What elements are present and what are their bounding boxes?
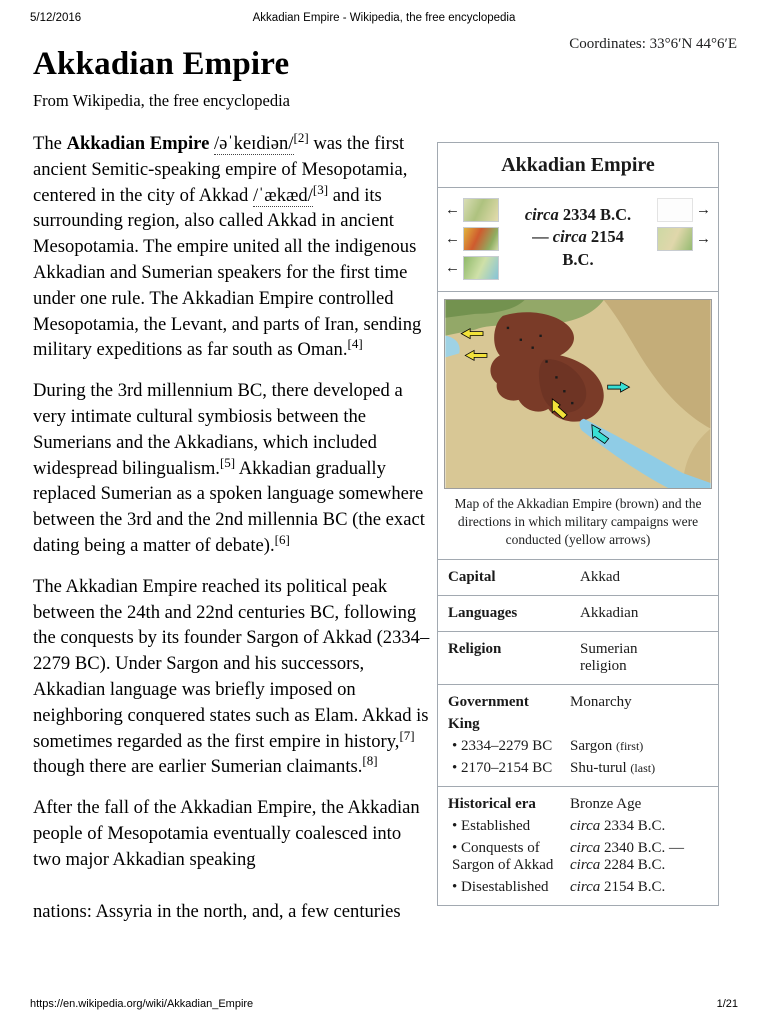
predecessor-item <box>445 198 499 222</box>
era-event-label: • Conquests of Sargon of Akkad <box>448 840 570 874</box>
era-event-item <box>448 818 708 835</box>
article-bold-title: Akkadian Empire <box>66 133 210 154</box>
infobox-era-list <box>448 818 708 896</box>
reference-link[interactable]: [3] <box>312 181 329 197</box>
article-paragraph <box>33 574 432 780</box>
source-url: https://en.wikipedia.org/wiki/Akkadian_Empire <box>30 998 254 1010</box>
king-label: King <box>448 716 480 733</box>
predecessor-map-thumbnail-2[interactable] <box>463 227 499 251</box>
article-text: was the first ancient Semitic-speaking empire of Mesopotamia, centered in the city of Akkad <box>33 133 408 206</box>
reference-link[interactable]: [2] <box>293 129 309 145</box>
religion-value: Sumerian religion <box>580 641 638 675</box>
religion-label: Religion <box>448 641 502 658</box>
ipa-pronunciation-link[interactable]: /ˈækæd/ <box>252 184 313 206</box>
capital-label: Capital <box>448 569 496 586</box>
page-indicator: 1/21 <box>716 998 738 1010</box>
print-title: Akkadian Empire - Wikipedia, the free encyclopedia <box>252 12 516 24</box>
successor-map-thumbnail-2[interactable] <box>657 227 693 251</box>
left-arrow-icon: ← <box>445 259 460 276</box>
government-value: Monarchy <box>570 694 632 711</box>
era-event-label: • Disestablished <box>448 879 570 896</box>
reference-link[interactable]: [6] <box>274 531 290 547</box>
article-text: The Akkadian Empire reached its political peak between the 24th and 22nd centuries BC, following the conquests by its founder Sargon of Akkad (2334–2279 BC). Under Sargon and his successors, Akkadian language was briefly imposed on neighboring conquered states such as Elam. Akkad is sometimes regarded as the first empire in history, <box>33 575 430 752</box>
article-text: though there are earlier Sumerian claimants. <box>33 756 363 778</box>
infobox-map-section <box>438 292 718 560</box>
era-event-label: • Established <box>448 818 570 835</box>
king-reign-period: • 2170–2154 BC <box>448 760 570 777</box>
era-event-item <box>448 879 708 896</box>
reference-link[interactable]: [5] <box>219 454 236 470</box>
print-date: 5/12/2016 <box>30 12 82 24</box>
infobox-title: Akkadian Empire <box>438 143 718 188</box>
infobox-row-capital <box>438 560 718 596</box>
king-reign-period: • 2334–2279 BC <box>448 738 570 755</box>
article-body <box>33 131 432 939</box>
infobox-row-languages <box>438 596 718 632</box>
government-label: Government <box>448 694 529 711</box>
right-arrow-icon: → <box>696 230 711 247</box>
article-text: nations: Assyria in the north, and, a few centuries <box>33 900 401 922</box>
king-note: (last) <box>630 761 656 776</box>
article-paragraph <box>33 899 432 925</box>
era-event-value: circa 2154 B.C. <box>570 879 666 896</box>
coordinates-link[interactable]: Coordinates: 33°6′N 44°6′E <box>569 36 737 52</box>
infobox-succession-nav <box>438 188 718 292</box>
predecessor-map-thumbnail-1[interactable] <box>463 198 499 222</box>
left-arrow-icon: ← <box>445 201 460 218</box>
predecessor-item <box>445 227 499 251</box>
king-name: Shu-turul (last) <box>570 760 656 777</box>
article-text: and its surrounding region, also called Akkad in ancient Mesopotamia. The empire united all the indigenous Akkadian and Sumerian speakers for the first time under one rule. The Akkadian Empire controlled Mesopotamia, the Levant, and parts of Iran, sending military expeditions as far south as Oman. <box>33 184 422 361</box>
infobox-section-government <box>438 685 718 787</box>
empire-map-image[interactable] <box>444 299 712 489</box>
right-arrow-icon: → <box>696 201 711 218</box>
languages-label: Languages <box>448 605 518 622</box>
article-text: After the fall of the Akkadian Empire, the Akkadian people of Mesopotamia eventually coalesced into two major Akkadian speaking <box>33 797 420 870</box>
article-paragraph <box>33 131 432 363</box>
article-paragraph <box>33 795 432 872</box>
capital-value: Akkad <box>580 569 620 586</box>
infobox <box>437 142 719 906</box>
print-header <box>30 12 738 28</box>
era-label: Historical era <box>448 796 536 813</box>
predecessors-column <box>445 198 499 285</box>
era-event-value: circa 2334 B.C. <box>570 818 666 835</box>
king-list-item <box>448 760 708 777</box>
predecessor-map-thumbnail-3[interactable] <box>463 256 499 280</box>
reference-link[interactable]: [4] <box>347 336 363 352</box>
predecessor-item <box>445 256 499 280</box>
successor-item <box>657 227 711 251</box>
article-text: The <box>33 133 67 154</box>
successor-map-thumbnail-1[interactable] <box>657 198 693 222</box>
successors-column <box>657 198 711 256</box>
reference-link[interactable]: [8] <box>362 753 378 769</box>
map-caption: Map of the Akkadian Empire (brown) and the directions in which military campaigns were conducted (yellow arrows) <box>454 496 702 547</box>
wikipedia-tagline: From Wikipedia, the free encyclopedia <box>33 91 290 110</box>
languages-value: Akkadian <box>580 605 639 622</box>
successor-item <box>657 198 711 222</box>
era-event-value: circa 2340 B.C. — circa 2284 B.C. <box>570 840 685 874</box>
article-text: Akkadian gradually replaced Sumerian as a spoken language somewhere between the 3rd and the 2nd millennia BC (the exact dating being a matter of debate). <box>33 457 425 556</box>
ipa-pronunciation-link[interactable]: /əˈkeɪdiən/ <box>214 133 294 154</box>
left-arrow-icon: ← <box>445 230 460 247</box>
page-title: Akkadian Empire <box>33 46 290 82</box>
infobox-date-range: circa 2334 B.C. — circa 2154 B.C. <box>524 205 632 269</box>
reference-link[interactable]: [7] <box>399 727 415 743</box>
king-name: Sargon (first) <box>570 738 644 755</box>
article-text: During the 3rd millennium BC, there developed a very intimate cultural symbiosis between the Sumerians and the Akkadians, which included widespread bilingualism. <box>33 380 403 479</box>
article-paragraph <box>33 378 432 559</box>
infobox-section-era <box>438 787 718 905</box>
infobox-row-religion <box>438 632 718 685</box>
infobox-king-list <box>448 738 708 777</box>
print-footer <box>30 996 738 1010</box>
era-value: Bronze Age <box>570 796 642 813</box>
era-event-item <box>448 840 708 874</box>
king-note: (first) <box>615 739 644 754</box>
king-list-item <box>448 738 708 755</box>
